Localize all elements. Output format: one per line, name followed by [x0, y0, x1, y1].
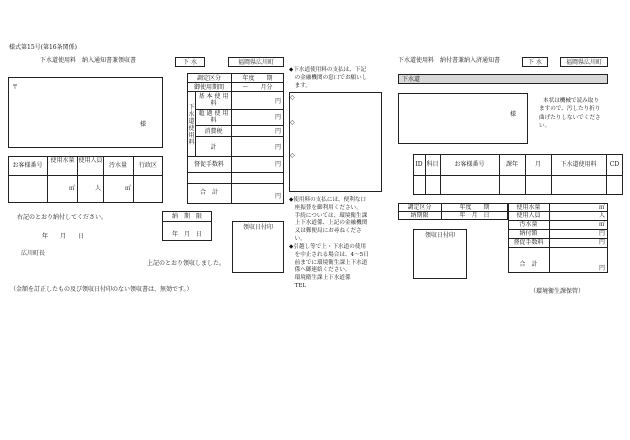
period-label: 御使用期間	[193, 84, 224, 91]
sewer-fee-group-label: 下水道使用料	[188, 104, 195, 146]
total-label: 合 計	[199, 189, 218, 196]
left-tag-sewer: 下 水	[175, 57, 205, 67]
payment-notice-line: の金融機関の窓口でお願いし	[289, 74, 368, 81]
right-water-usage-label: 使用水量	[516, 204, 541, 211]
notice-line: TEL	[289, 283, 307, 290]
right-deadline-label: 納期限	[410, 212, 429, 219]
form-number: 様式第15号(第16条関係)	[9, 44, 77, 51]
total-yen: 円	[274, 193, 281, 200]
notice-line: ◆使用料の支払には、便利な口	[289, 197, 367, 203]
right-stamp-label: 領収日付印	[424, 232, 455, 239]
right-total-label: 合 計	[519, 261, 538, 268]
right-persons-label: 使用人員	[516, 212, 541, 219]
district-header: 行政区	[138, 162, 157, 169]
notice-line: 係へ御連絡ください。	[289, 267, 351, 274]
right-footer: （環境衛生課保管）	[530, 288, 585, 295]
water-usage-header: 使用水量	[50, 157, 75, 164]
address-box	[8, 77, 163, 148]
payment-notice-line: ます。	[289, 82, 311, 89]
receipt-text: 上記のとおり領収しました。	[147, 260, 226, 267]
water-usage-unit: ㎥	[68, 185, 75, 192]
charges-header-class: 調定区分	[196, 75, 221, 82]
excess-fee-yen: 円	[274, 114, 281, 121]
right-address-box	[398, 93, 528, 144]
notice-line: 座振替を御利用ください。	[289, 204, 362, 211]
right-water-unit: ㎥	[598, 204, 605, 211]
deadline-value: 年 月 日	[171, 231, 202, 238]
right-customer-number-header: お客様番号	[454, 161, 485, 168]
right-honorific: 様	[510, 111, 517, 118]
notice-line: 環境衛生課上下水道係	[289, 275, 351, 282]
persons-unit: 人	[94, 185, 101, 192]
basic-fee-label: 基 本 使 用 料	[198, 93, 229, 107]
right-deadline-value: 年 月 日	[459, 212, 490, 219]
right-form-title: 下水道使用料 納付書兼納入済通知書	[398, 57, 501, 64]
account-transfer-notice	[289, 197, 369, 291]
machine-read-notice	[539, 97, 601, 131]
left-form-title: 下水道使用料 納入通知書兼領収書	[40, 57, 137, 64]
notice-line: 手続については、環境衛生課	[289, 212, 368, 219]
payment-notice	[289, 67, 367, 90]
excess-fee-label: 超 過 使 用 料	[198, 110, 229, 124]
bank-mark-1: ◇	[290, 94, 295, 101]
machine-notice-line: ますので、汚したり折り	[539, 106, 601, 113]
left-stamp-label: 領収日付印	[242, 224, 273, 231]
late-fee-yen: 円	[274, 161, 281, 168]
subtotal-label: 計	[210, 144, 217, 151]
month-header: 月	[534, 161, 541, 168]
right-sewage-label: 汚水量	[519, 221, 538, 228]
right-payment-unit: 円	[598, 230, 605, 237]
persons-header: 使用人員	[78, 157, 103, 164]
machine-notice-line: 曲げたりしないでくださ	[539, 114, 601, 121]
tax-yen: 円	[274, 128, 281, 135]
tax-label: 消費税	[204, 128, 223, 135]
payment-notice-line: ◆下水道使用料の支払は、下記	[289, 67, 367, 73]
notice-line: を中止される場合は、4〜5日	[289, 251, 369, 258]
right-late-fee-unit: 円	[598, 239, 605, 246]
mayor-label: 広川町長	[21, 250, 46, 257]
bank-list-box	[289, 92, 382, 192]
notice-line: い。	[289, 236, 306, 243]
machine-notice-line: 本状は機械で読み取り	[543, 98, 599, 104]
period-value: 〜 月分	[242, 84, 273, 91]
subtotal-yen: 円	[274, 144, 281, 151]
late-fee-label: 督促手数料	[193, 161, 224, 168]
right-late-fee-label: 督促手数料	[513, 239, 544, 246]
machine-notice-line: い。	[539, 123, 551, 130]
right-tag-town: 福岡県広川町	[560, 57, 608, 67]
left-tag-town: 福岡県広川町	[228, 57, 284, 67]
notice-line: 上下水道係、上記の金融機関	[289, 220, 368, 227]
sewer-bar	[398, 74, 608, 84]
right-class-value: 年度 期	[459, 204, 490, 211]
right-payment-label: 納付額	[519, 230, 538, 237]
sewer-fee-header: 下水道使用料	[560, 161, 597, 168]
sewage-amount-header: 汚水量	[108, 162, 127, 169]
right-total-unit: 円	[598, 265, 605, 272]
right-tag-sewer: 下 水	[522, 57, 548, 67]
tax-year-header: 課年	[505, 161, 518, 168]
notice-line: 又は郵便局にお尋ねくださ	[289, 228, 362, 235]
sewage-unit: ㎥	[124, 185, 131, 192]
customer-number-header: お客様番号	[12, 162, 43, 169]
invalid-warning: （金額を訂正したもの及び領収日付印のない領収書は、無効です。）	[10, 286, 193, 293]
deadline-label: 納 期 限	[171, 213, 202, 220]
left-honorific: 様	[140, 121, 147, 128]
right-class-label: 調定区分	[407, 204, 432, 211]
subject-header: 科目	[426, 161, 439, 168]
notice-line: 前までに環境衛生課上下水道	[289, 259, 368, 266]
cd-header: CD	[609, 161, 620, 168]
charges-header-year: 年度 期	[242, 75, 273, 82]
right-persons-unit: 人	[598, 212, 605, 219]
notice-line: ◆引越し等で上・下水道の使用	[289, 243, 367, 250]
bank-mark-3: ◇	[290, 152, 295, 159]
basic-fee-yen: 円	[274, 98, 281, 105]
bank-mark-2: ◇	[290, 119, 295, 126]
pay-instruction: 右記のとおり納付してください。	[17, 214, 108, 221]
id-header: ID	[415, 161, 423, 168]
sewer-bar-label: 下水道	[402, 76, 421, 83]
right-sewage-unit: ㎥	[598, 221, 605, 228]
issue-date: 年 月 日	[42, 233, 85, 240]
postal-mark: 〒	[12, 84, 19, 91]
